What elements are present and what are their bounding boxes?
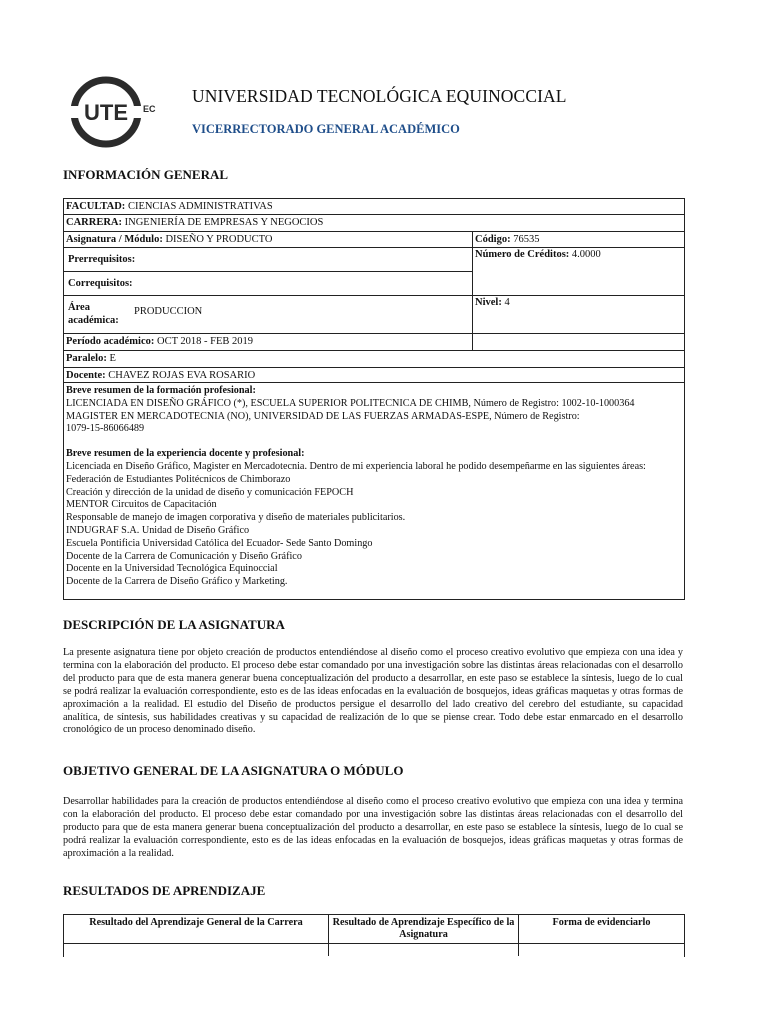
codigo-value: 76535 (513, 234, 540, 245)
header-especifico: Resultado de Aprendizaje Específico de la Asignatura (329, 915, 519, 943)
asignatura-value: DISEÑO Y PRODUCTO (165, 234, 273, 245)
area-cell: Área académica: PRODUCCION (64, 296, 472, 333)
row-docente: Docente: CHAVEZ ROJAS EVA ROSARIO (64, 368, 684, 383)
facultad-value: CIENCIAS ADMINISTRATIVAS (127, 201, 273, 212)
vicerrectorado-title: VICERRECTORADO GENERAL ACADÉMICO (192, 122, 460, 136)
formacion-line: MAGISTER EN MERCADOTECNIA (NO), UNIVERSIDAD DE LAS FUERZAS ARMADAS-ESPE, Número de Registro: (66, 410, 580, 422)
resumen-cell (64, 383, 648, 599)
section-resultados-title: RESULTADOS DE APRENDIZAJE (63, 883, 266, 898)
row-facultad: FACULTAD: CIENCIAS ADMINISTRATIVAS (64, 199, 684, 215)
nivel-value: 4 (504, 297, 510, 308)
logo-suffix: EC (143, 104, 156, 114)
resultados-header-row (64, 915, 684, 944)
resultados-table (63, 914, 685, 957)
header-general: Resultado del Aprendizaje General de la Carrera (64, 915, 329, 943)
experiencia-line: Licenciada en Diseño Gráfico, Magister en Mercadotecnia. Dentro de mi experiencia laboral he podido desempeñarme en las siguientes áreas: (66, 460, 646, 472)
university-title: UNIVERSIDAD TECNOLÓGICA EQUINOCCIAL (192, 86, 567, 106)
experiencia-line: Escuela Pontificia Universidad Católica del Ecuador- Sede Santo Domingo (66, 537, 373, 549)
experiencia-line: Docente de la Carrera de Diseño Gráfico y Marketing. (66, 576, 288, 588)
ute-logo (70, 76, 142, 148)
row-resumen (64, 383, 684, 599)
header-evidencia: Forma de evidenciarlo (552, 917, 651, 928)
section-objetivo-title: OBJETIVO GENERAL DE LA ASIGNATURA O MÓDULO (63, 763, 404, 778)
periodo-value: OCT 2018 - FEB 2019 (156, 336, 254, 347)
formacion-line: 1079-15-86066489 (66, 423, 145, 435)
formacion-line: LICENCIADA EN DISEÑO GRÁFICO (*), ESCUELA SUPERIOR POLITECNICA DE CHIMB, Número de Registro: 1002-10-1000364 (66, 397, 635, 409)
experiencia-line: Federación de Estudiantes Politécnicos de Chimborazo (66, 473, 291, 485)
carrera-value: INGENIERÍA DE EMPRESAS Y NEGOCIOS (124, 217, 324, 228)
paralelo-value: E (109, 353, 116, 364)
experiencia-line: Creación y dirección de la unidad de diseño y comunicación FEPOCH (66, 486, 354, 498)
descripcion-paragraph: La presente asignatura tiene por objeto creación de productos entendiéndose al diseño como el proceso creativo evolutivo que empieza con una idea y termina con la elaboración del producto. El proceso debe estar comandado por una investigación sobre las distintas áreas relacionadas con el desarrollo del producto para que de esta manera generar buena conceptualización del producto a desarrollar, en este paso se establece la síntesis, luego de lo cual se podrá realizar la evaluación correspondiente, esto es de las ideas enfocadas en la evaluación de bosquejos, ideas gráficas maquetas y otras formas de aproximación a la realidad. El estudio del Diseño de productos persigue el desarrollo del lado creativo del cerebro del estudiante, su capacidad analítica, de síntesis, sus habilidades creativas y su capacidad de realización de lo que se piense crear. Todo debe estar enmarcado en el desarrollo cronológico de un proceso denominado diseño. (63, 647, 683, 736)
experiencia-line: Responsable de manejo de imagen corporativa y diseño de materiales publicitarios. (66, 512, 406, 524)
formacion-label: Breve resumen de la formación profesional: (66, 385, 256, 396)
resultados-body-row (64, 944, 684, 956)
correquisitos-cell: Correquisitos: (64, 272, 472, 296)
experiencia-line: Docente en la Universidad Tecnológica Equinoccial (66, 563, 278, 575)
creditos-cell: Número de Créditos: 4.0000 (473, 248, 684, 296)
row-asignatura: Asignatura / Módulo: DISEÑO Y PRODUCTO Código: 76535 (64, 232, 684, 248)
nivel-cell: Nivel: 4 (475, 297, 510, 308)
experiencia-label: Breve resumen de la experiencia docente y profesional: (66, 448, 305, 460)
objetivo-paragraph: Desarrollar habilidades para la creación de productos entendiéndose al diseño como el proceso creativo evolutivo que empieza con una idea y termina con la elaboración del producto. El proceso debe estar comandado por una investigación sobre las distintas áreas relacionadas con el desarrollo del producto para que de esta manera generar buena conceptualización del producto a desarrollar, en este paso se establece la síntesis, luego de lo cual se podrá realizar la evaluación correspondiente, esto es de las ideas enfocadas en la evaluación de bosquejos, ideas gráficas maquetas y otras formas de aproximación a la realidad. (63, 796, 683, 859)
section-descripcion-title: DESCRIPCIÓN DE LA ASIGNATURA (63, 617, 285, 632)
row-requisitos-block (64, 248, 684, 334)
prerrequisitos-cell: Prerrequisitos: (64, 248, 472, 272)
row-periodo: Período académico: OCT 2018 - FEB 2019 (64, 334, 684, 351)
experiencia-line: Docente de la Carrera de Comunicación y Diseño Gráfico (66, 550, 302, 562)
creditos-value: 4.0000 (571, 249, 601, 260)
row-paralelo: Paralelo: E (64, 351, 684, 368)
experiencia-line: INDUGRAF S.A. Unidad de Diseño Gráfico (66, 524, 250, 536)
info-table (63, 198, 685, 600)
section-info-title: INFORMACIÓN GENERAL (63, 167, 229, 182)
row-carrera: CARRERA: INGENIERÍA DE EMPRESAS Y NEGOCIOS (64, 215, 684, 232)
docente-value: CHAVEZ ROJAS EVA ROSARIO (108, 370, 256, 381)
experiencia-line: MENTOR Circuitos de Capacitación (66, 499, 217, 511)
area-value: PRODUCCION (134, 306, 203, 317)
svg-text:UTE: UTE (84, 100, 128, 125)
